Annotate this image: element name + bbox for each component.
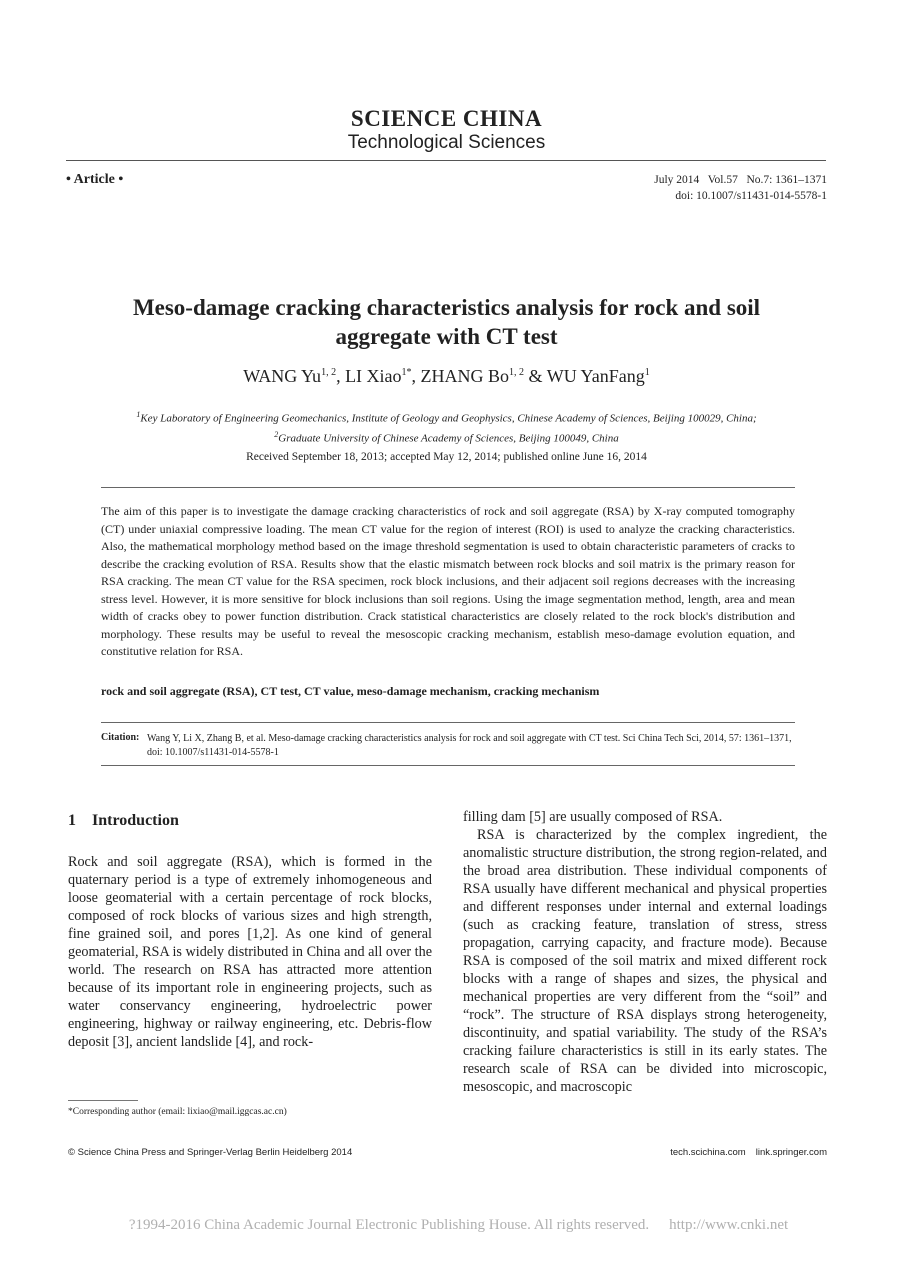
abstract: The aim of this paper is to investigate the damage cracking characteristics of rock and soil aggregate (RSA) by X-ray computed tomography (CT) under uniaxial compressive loading. The mean CT value for the region of interest (ROI) is used to analyze the cracking characteristics. Also, the mathematical morphology method based on the image threshold segmentation is used to obtain characteristic parameters of cracks to describe the cracking evolution of RSA. Results show that the elastic mismatch between rock blocks and soil matrix is the primary reason for RSA cracking. The mean CT value for the RSA specimen, rock block inclusions, and their adjacent soil regions decreases with the increasing stress level. However, it is more sensitive for block inclusions than soil regions. Using the image segmentation method, length, area and mean width of cracks obey to power function distribution. Crack statistical characteristics are closely related to the rock block's distribution and morphology. These results may be useful to reveal the mesoscopic cracking mechanism, establish meso-damage evolution equation, and constitutive relation for RSA.: [101, 504, 795, 658]
body-paragraph: RSA is characterized by the complex ingredient, the anomalistic structure distribution, the strong region-related, and the broad area distribution. These individual components of RSA usually have different mechanical and physical properties and different responses under internal and external loadings (such as cracking feature, translation of stress, stress propagation, carrying capacity, and fracture mode). Because RSA is composed of the soil matrix and mixed different rock blocks with a range of shapes and sizes, the physical and mechanical properties are very different from the “soil” and “rock”. The structure of RSA displays strong heterogeneity, discontinuity, and spatial variability. The study of the RSA’s cracking failure characteristics is still in its early states. The research scale of RSA can be divided into microscopic, mesoscopic, and macroscopic: [463, 827, 827, 1095]
author-name: LI Xiao: [345, 366, 402, 386]
footer-link-springer[interactable]: link.springer.com: [755, 1147, 827, 1158]
author-affil-sup: 1, 2: [321, 367, 337, 378]
watermark-url[interactable]: http://www.cnki.net: [669, 1217, 789, 1233]
publication-issue: July 2014 Vol.57 No.7: 1361–1371: [654, 174, 827, 186]
affiliation-line: [0, 427, 893, 447]
section-heading: [68, 812, 179, 830]
author-name: WANG Yu: [243, 366, 322, 386]
author-affil-sup: 1, 2: [509, 367, 525, 378]
keywords: rock and soil aggregate (RSA), CT test, CT value, meso-damage mechanism, cracking mechanism: [101, 684, 600, 698]
affiliations: [0, 407, 893, 446]
affiliation-text: Graduate University of Chinese Academy of Sciences, Beijing 100049, China: [278, 432, 619, 445]
body-column-right: [463, 808, 827, 1096]
affiliation-text: Key Laboratory of Engineering Geomechanics, Institute of Geology and Geophysics, Chinese Academy of Sciences, Beijing 100029, China;: [140, 412, 757, 425]
citation-text: Wang Y, Li X, Zhang B, et al. Meso-damage cracking characteristics analysis for rock and soil aggregate with CT test. Sci China Tech Sci, 2014, 57: 1361–1371, doi: 10.1007/s11431-014-5578-1: [147, 733, 792, 758]
body-column-left: [68, 853, 432, 1051]
author-name: ZHANG Bo: [420, 366, 510, 386]
footer-link-scichina[interactable]: tech.scichina.com: [670, 1147, 746, 1158]
journal-name: SCIENCE CHINA: [350, 106, 543, 131]
publication-meta: [654, 172, 827, 204]
affiliation-sup: 2: [274, 429, 279, 439]
author-name: WU YanFang: [546, 366, 645, 386]
received-dates: Received September 18, 2013; accepted May 12, 2014; published online June 16, 2014: [246, 451, 647, 463]
copyright-notice: © Science China Press and Springer-Verlag Berlin Heidelberg 2014: [68, 1147, 353, 1158]
watermark-text: ?1994-2016 China Academic Journal Electronic Publishing House. All rights reserved.: [128, 1217, 650, 1233]
journal-subtitle: Technological Sciences: [347, 132, 546, 153]
citation-bottom-divider: [101, 765, 795, 766]
cnki-watermark: [0, 1217, 917, 1234]
header-divider: [66, 160, 826, 161]
author-separator: ,: [336, 366, 346, 386]
abstract-top-divider: [101, 487, 795, 488]
body-paragraph-continuation: filling dam [5] are usually composed of RSA.: [463, 809, 723, 825]
citation-label: Citation:: [101, 732, 140, 743]
section-number: 1: [68, 812, 76, 829]
footer-links: [670, 1147, 827, 1158]
section-title: Introduction: [92, 812, 179, 829]
author-affil-sup: 1*: [401, 367, 412, 378]
citation-top-divider: [101, 722, 795, 723]
affiliation-sup: 1: [136, 410, 141, 419]
author-separator: &: [524, 366, 547, 386]
doi-link[interactable]: doi: 10.1007/s11431-014-5578-1: [675, 190, 827, 202]
author-list: [0, 366, 893, 387]
author-separator: ,: [411, 366, 421, 386]
affiliation-line: [0, 407, 893, 427]
corresponding-author-footnote: *Corresponding author (email: lixiao@mail.iggcas.ac.cn): [68, 1107, 287, 1117]
author-affil-sup: 1: [644, 367, 650, 378]
body-paragraph: Rock and soil aggregate (RSA), which is formed in the quaternary period is a type of extremely inhomogeneous and loose geomaterial with a certain percentage of rock blocks, composed of rock blocks of various sizes and high strength, fine grained soil, and pores [1,2]. As one kind of general geomaterial, RSA is widely distributed in China and all over the world. The research on RSA has attracted more attention because of its important role in engineering projects, such as water conservancy engineering, hydroelectric power engineering, highway or railway engineering, etc. Debris-flow deposit [3], ancient landslide [4], and rock-: [68, 854, 432, 1050]
article-type-tag: • Article •: [66, 172, 124, 187]
footnote-divider: [68, 1100, 138, 1101]
paper-title: Meso-damage cracking characteristics analysis for rock and soil aggregate with CT test: [132, 295, 761, 349]
